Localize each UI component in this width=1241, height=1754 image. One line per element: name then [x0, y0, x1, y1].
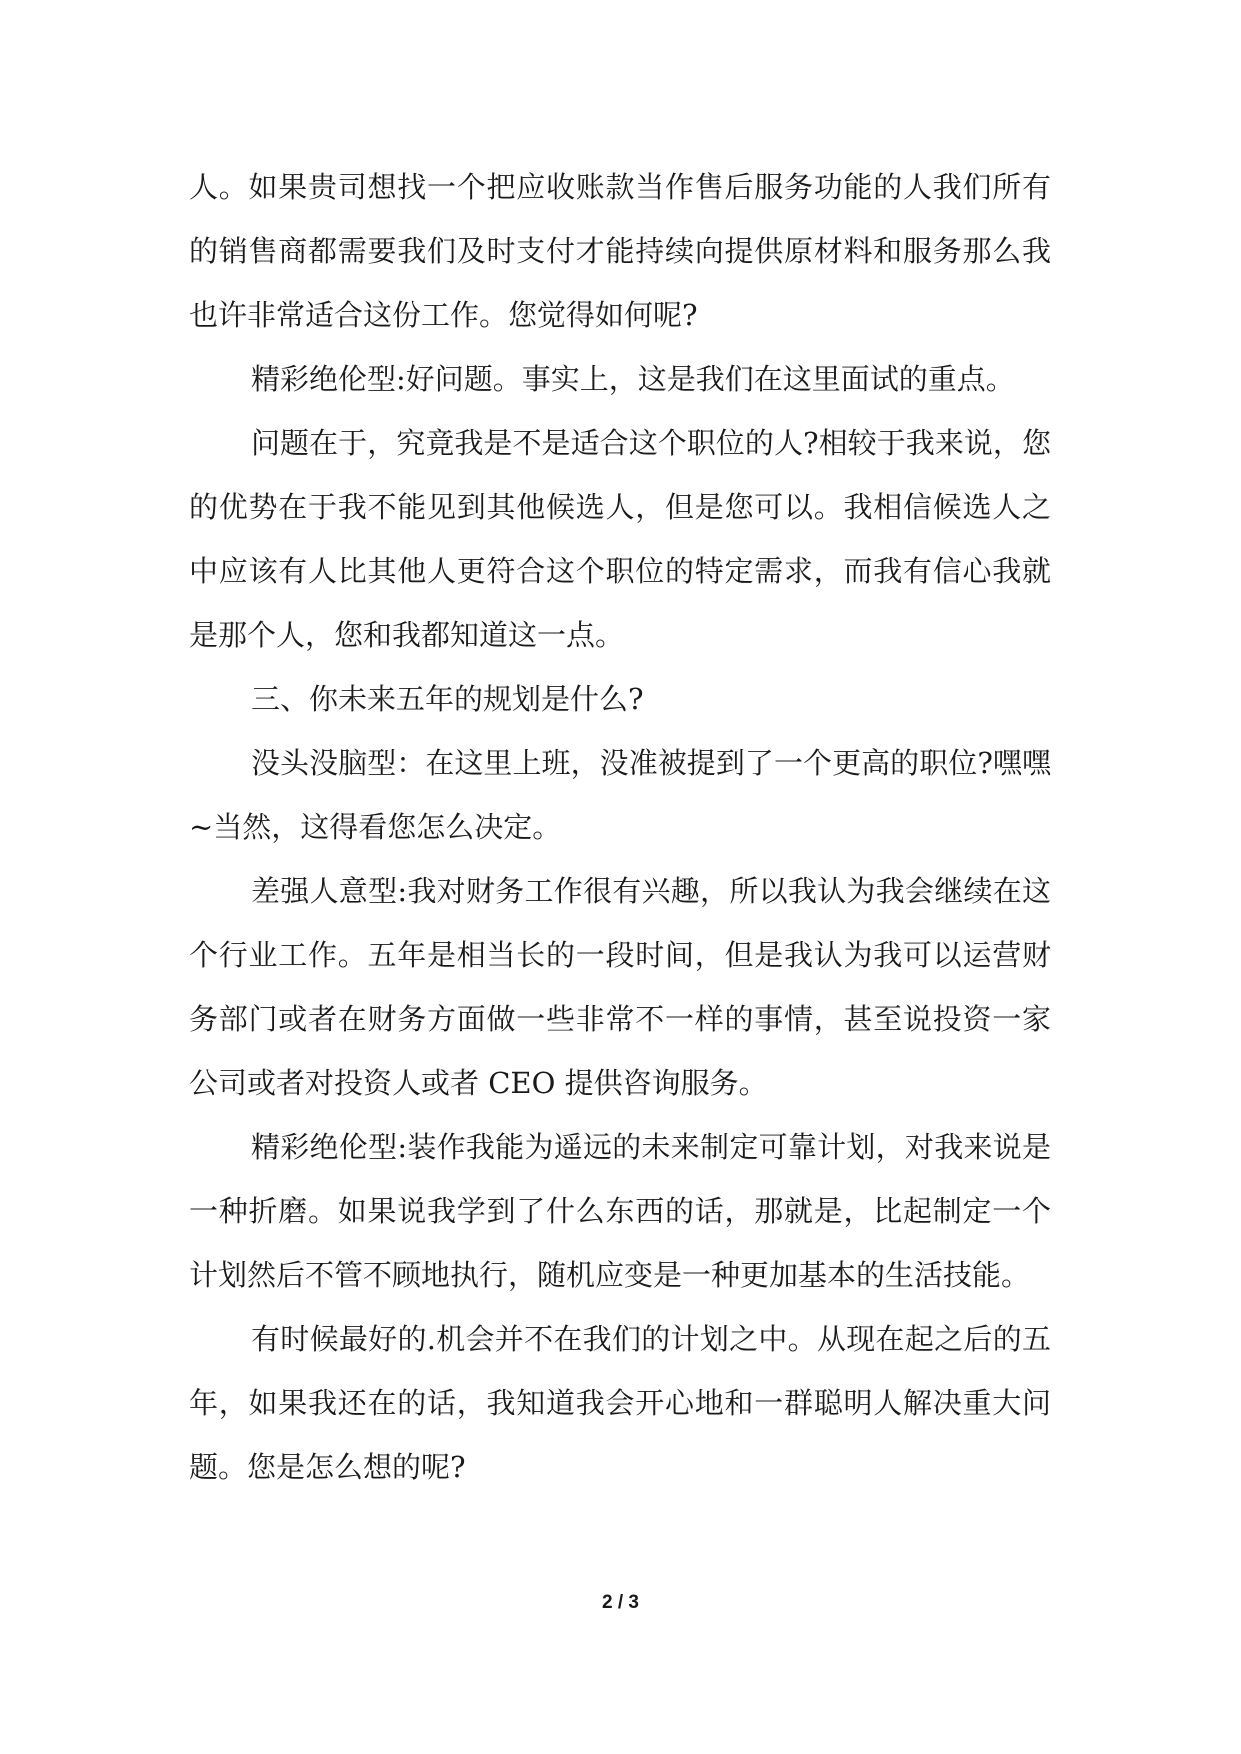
document-body: [189, 155, 1051, 1499]
page-number: 2 / 3: [602, 1592, 639, 1613]
paragraph-answer-excellent-cont: 问题在于，究竟我是不是适合这个职位的人?相较于我来说，您的优势在于我不能见到其他候选人，但是您可以。我相信候选人之中应该有人比其他人更符合这个职位的特定需求，而我有信心我就是那个人，您和我都知道这一点。: [189, 426, 1051, 652]
paragraph-answer-clueless: 没头没脑型：在这里上班，没准被提到了一个更高的职位?嘿嘿~当然，这得看您怎么决定。: [189, 746, 1051, 844]
paragraph-answer-excellent-2: 精彩绝伦型:装作我能为遥远的未来制定可靠计划，对我来说是一种折磨。如果说我学到了什么东西的话，那就是，比起制定一个计划然后不管不顾地执行，随机应变是一种更加基本的生活技能。: [189, 1130, 1051, 1292]
paragraph-answer-excellent: 精彩绝伦型:好问题。事实上，这是我们在这里面试的重点。: [251, 362, 1015, 396]
paragraph-answer-passable: 差强人意型:我对财务工作很有兴趣，所以我认为我会继续在这个行业工作。五年是相当长的一段时间，但是我认为我可以运营财务部门或者在财务方面做一些非常不一样的事情，甚至说投资一家公司或者对投资人或者 CEO 提供咨询服务。: [189, 874, 1051, 1100]
paragraph-continuation: 人。如果贵司想找一个把应收账款当作售后服务功能的人我们所有的销售商都需要我们及时支付才能持续向提供原材料和服务那么我也许非常适合这份工作。您觉得如何呢?: [189, 170, 1051, 332]
paragraph-answer-excellent-2-cont: 有时候最好的.机会并不在我们的计划之中。从现在起之后的五年，如果我还在的话，我知道我会开心地和一群聪明人解决重大问题。您是怎么想的呢?: [189, 1322, 1051, 1484]
question-heading: 三、你未来五年的规划是什么?: [251, 682, 644, 716]
